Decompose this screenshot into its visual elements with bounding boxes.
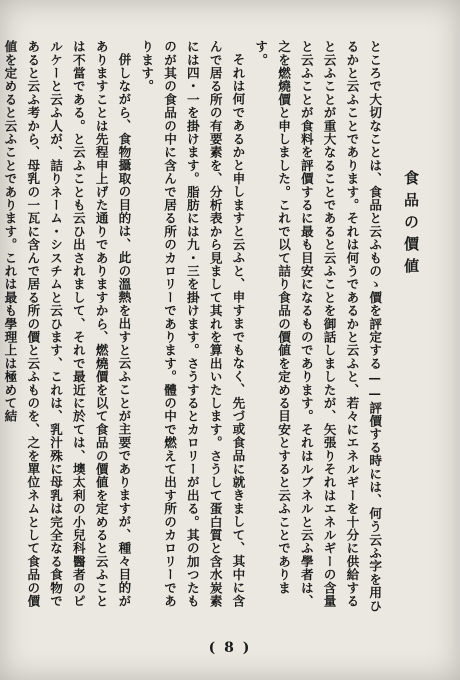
paragraph-3: 併しながら、食物攝取の目的は、此の溫熱を出すと云ふことが主要でありますが、種々目的がありますことは先程申上げた通りでありますから、燃燒價を以て食品の價値を定めると云ふことは不當である。と云ふことも云ひ出されまして、それで最近に於ては、墺太利の小兒科醫者のピルケーと云ふ人が、詰りネーム・シスチムと云ひます、これは、乳汁殊に母乳は完全なる食物であると云ふ考から、母乳の一瓦に含んで居る所の價と云ふものを、之を單位ネムとして食品の價値を定めると云ふことであります。これは最も學理上は極めて結 bbox=[2, 40, 132, 608]
body-text bbox=[0, 40, 428, 615]
section-title: 食品の價値 bbox=[402, 170, 420, 280]
paragraph-2: それは何であるかと申しますと云ふと、申すまでもなく、先づ或食品に就きまして、其中に含んで居る所の有要素を、分析表から見まして其れを算出いたします。さうして蛋白質と含水炭素には四・一を掛けます。脂肪には九・三を掛けます。さうするとカロリーが出る。其の加つたものが其の食品の中に含んで居る所のカロリーであります。體の中で燃えて出す所のカロリーであります。 bbox=[139, 40, 246, 608]
page-number: ( 8 ) bbox=[208, 640, 252, 656]
paragraph-1: ところで大切なことは、食品と云ふものゝ價を評定する——評價する時には、何う云ふ字を用ひるかと云ふことであります。それは何うであるかと云ふと、若々にエネルギーを十分に供給すると云ふことが重大なることであると云ふことを御話しましたが、矢張りそれはエネルギーの含量と云ふことが食料を評價するに最も目安になるものであります。それはルブネルと云ふ學者は、之を燃燒價と申しました。これで以て詰り食品の價値を定める目安とすると云ふことであります。 bbox=[253, 40, 383, 613]
